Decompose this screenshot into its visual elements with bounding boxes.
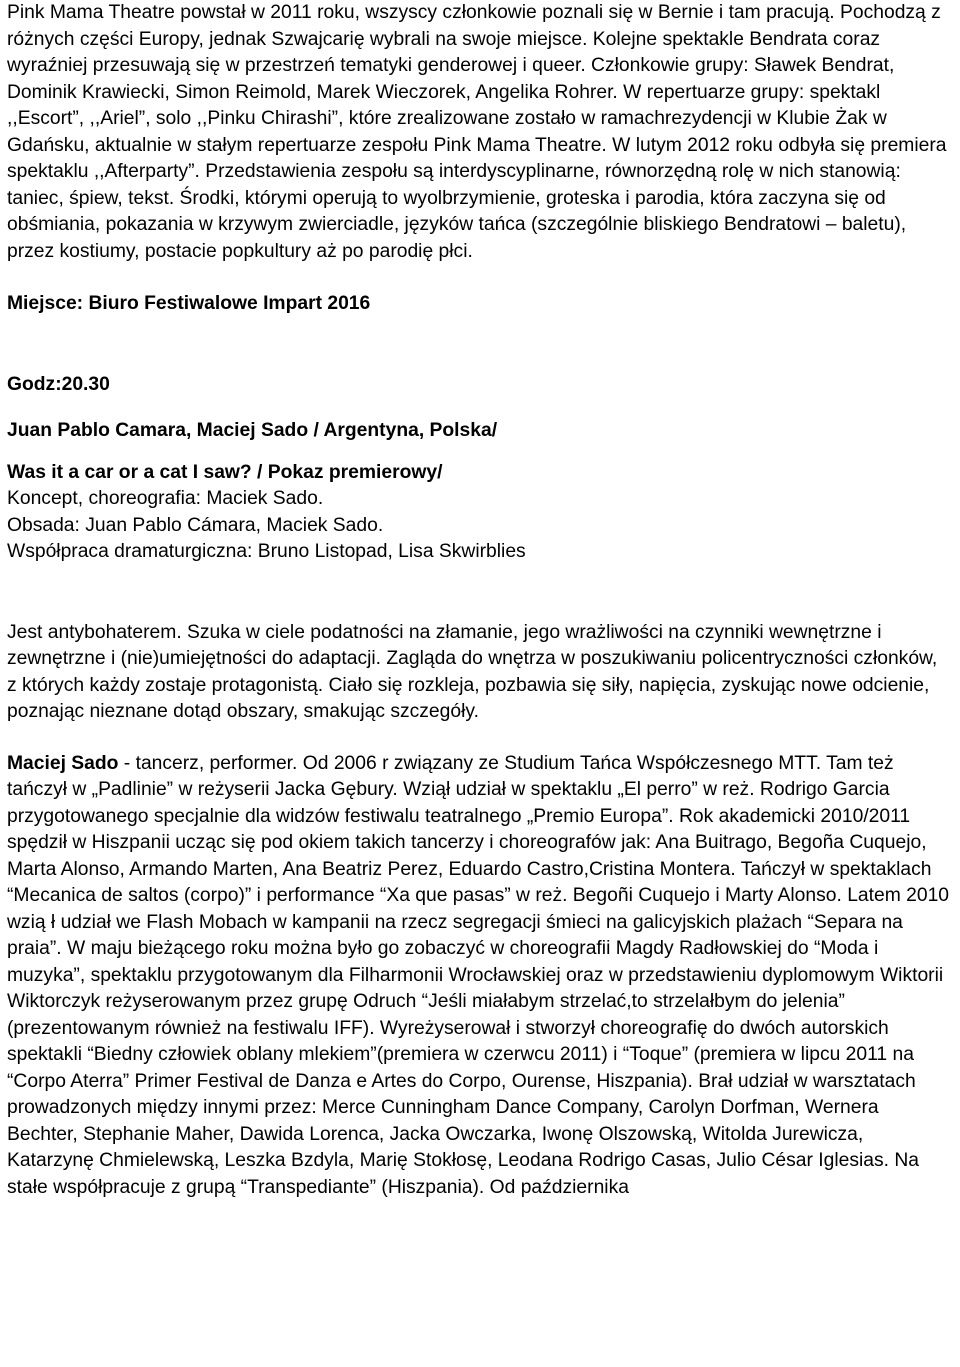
credit-dramaturgy: Współpraca dramaturgiczna: Bruno Listopad, Lisa Skwirblies xyxy=(7,541,526,562)
bio-text: - tancerz, performer. Od 2006 r związany ze Studium Tańca Współczesnego MTT. Tam też tańczył w „Padlinie” w reżyserii Jacka Gębury. Wziął udział w spektaklu „El perro” w reż. Rodrigo Garcia przygotowanego specjalnie dla widzów festiwalu teatralnego „Premio Europa”. Rok akademicki 2010/2011 spędził w Hiszpanii ucząc się pod okiem takich tancerzy i choreografów jak: Ana Buitrago, Begoña Cuquejo, Marta Alonso, Armando Marten, Ana Beatriz Perez, Eduardo Castro,Cristina Montera. Tańczył w spektaklach “Mecanica de saltos (corpo)” i performance “Xa que pasas” w reż. Begoñi Cuquejo i Marty Alonso. Latem 2010 wzią ł udział we Flash Mobach w kampanii na rzecz segregacji śmieci na galicyjskich plażach “Separa na praia”. W maju bieżącego roku można było go zobaczyć w choreografii Magdy Radłowskiej do “Moda i muzyka”, spektaklu przygotowanym dla Filharmonii Wrocławskiej oraz w przedstawieniu dyplomowym Wiktorii Wiktorczyk reżyserowanym przez grupę Odruch “Jeśli miałabym strzelać,to strzelałbym do jelenia” (prezentowanym również na festiwalu IFF). Wyreżyserował i stworzył choreografię do dwóch autorskich spektakli “Biedny człowiek oblany mlekiem”(premiera w czerwcu 2011) i “Toque” (premiera w lipcu 2011 na “Corpo Aterra” Primer Festival de Danza e Artes do Corpo, Ourense, Hiszpania). Brał udział w warsztatach prowadzonych między innymi przez: Merce Cunningham Dance Company, Carolyn Dorfman, Wernera Bechter, Stephanie Maher, Dawida Lorenca, Jacka Owczarka, Iwonę Olszowską, Witolda Jurewicza, Katarzynę Chmielewską, Leszka Bzdyla, Marię Stokłosę, Leodana Rodrigo Casas, Julio César Iglesias. Na stałe współpracuje z grupą “Transpediante” (Hiszpania). Od października xyxy=(7,752,950,1198)
performance-description: Jest antybohaterem. Szuka w ciele podatności na złamanie, jego wrażliwości na czynniki wewnętrzne i zewnętrzne i (nie)umiejętności do adaptacji. Zagląda do wnętrza w poszukiwaniu policentryczności członków, z których każdy zostaje protagonistą. Ciało się rozkleja, pozbawia się siły, napięcia, zyskując nowe odcienie, poznając nieznane dotąd obszary, smakując szczegóły. xyxy=(7,621,938,722)
intro-paragraph: Pink Mama Theatre powstał w 2011 roku, wszyscy członkowie poznali się w Bernie i tam pracują. Pochodzą z różnych części Europy, jednak Szwajcarię wybrali na swoje miejsce. Kolejne spektakle Bendrata coraz wyraźniej przesuwają się w przestrzeń tematyki genderowej i queer. Członkowie grupy: Sławek Bendrat, Dominik Krawiecki, Simon Reimold, Marek Wieczorek, Angelika Rohrer. W repertuarze grupy: spektakl ,,Escort”, ,,Ariel”, solo ,,Pinku Chirashi”, które zrealizowane zostało w ramachrezydencji w Klubie Żak w Gdańsku, aktualnie w stałym repertuarze zespołu Pink Mama Theatre. W lutym 2012 roku odbyła się premiera spektaklu ,,Afterparty”. Przedstawienia zespołu są interdyscyplinarne, równorzędną rolę w nich stanowią: taniec, śpiew, tekst. Środki, którymi operują to wyolbrzymienie, groteska i parodia, która zaczyna się od obśmiania, pokazania w krzywym zwierciadle, języków tańca (szczególnie bliskiego Bendratowi – baletu), przez kostiumy, postacie popkultury aż po parodię płci. xyxy=(7,2,947,262)
event-place: Miejsce: Biuro Festiwalowe Impart 2016 xyxy=(7,293,371,314)
artist-bio xyxy=(7,751,952,1202)
event-time: Godz:20.30 xyxy=(7,373,110,395)
bio-name: Maciej Sado xyxy=(7,752,119,774)
event-artists: Juan Pablo Camara, Maciej Sado / Argentyna, Polska/ xyxy=(7,420,498,441)
event-title: Was it a car or a cat I saw? / Pokaz premierowy/ xyxy=(7,461,443,483)
credit-cast: Obsada: Juan Pablo Cámara, Maciek Sado. xyxy=(7,514,384,536)
credit-concept: Koncept, choreografia: Maciek Sado. xyxy=(7,488,324,509)
